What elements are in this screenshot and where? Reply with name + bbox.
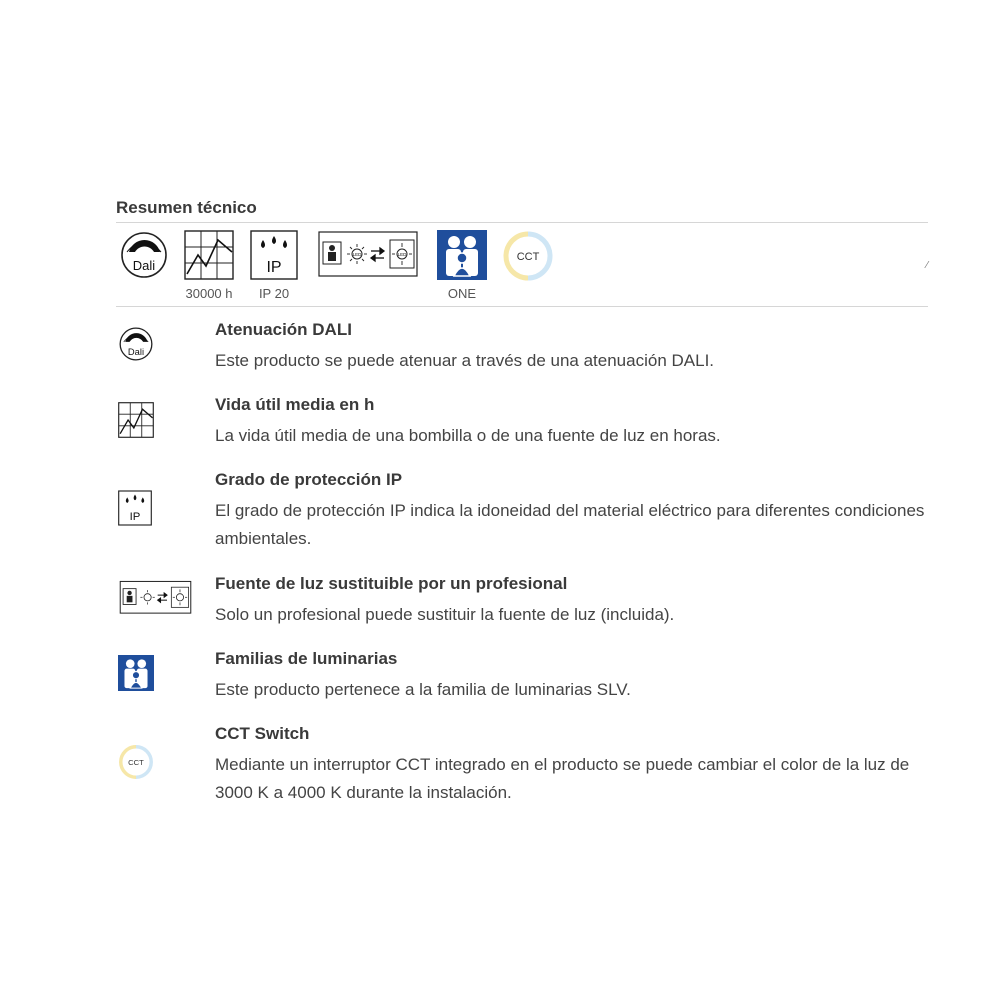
feature-description: El grado de protección IP indica la idoneidad del material eléctrico para diferentes condiciones ambientales. <box>215 501 925 548</box>
divider-top <box>116 222 928 223</box>
dali-dimming-icon[interactable] <box>120 230 168 280</box>
feature-description: Este producto pertenece a la familia de luminarias SLV. <box>215 680 631 699</box>
cct-label: CCT <box>128 757 144 767</box>
luminaire-family-icon <box>118 655 154 691</box>
feature-title: Fuente de luz sustituible por un profesional <box>215 574 568 593</box>
lifetime-caption: 30000 h <box>185 286 233 301</box>
lifetime-chart-icon <box>118 402 154 438</box>
ip-label: IP <box>266 259 282 276</box>
scroll-indicator-icon: ⁄ <box>926 260 928 271</box>
feature-title: Vida útil media en h <box>215 395 375 414</box>
divider-bottom <box>116 306 928 307</box>
lifetime-chart-icon[interactable] <box>184 230 234 280</box>
led-label: LED <box>352 252 362 257</box>
feature-title: Grado de protección IP <box>215 470 403 489</box>
feature-description: Mediante un interruptor CCT integrado en el producto se puede cambiar el color de la luz de 3000 K a 4000 K durante la instalación. <box>215 755 910 802</box>
section-title: Resumen técnico <box>116 198 257 217</box>
dali-label: Dali <box>132 258 156 273</box>
luminaire-family-icon[interactable] <box>437 230 487 280</box>
dali-dimming-icon <box>118 326 154 362</box>
led-label-2: LED <box>397 252 407 257</box>
icon-strip <box>116 230 928 302</box>
ip-protection-icon <box>118 490 152 526</box>
replaceable-light-source-icon[interactable] <box>318 230 418 280</box>
ip-protection-icon[interactable] <box>250 230 298 280</box>
family-caption: ONE <box>447 286 477 301</box>
ip-caption: IP 20 <box>258 286 290 301</box>
cct-switch-icon[interactable] <box>502 230 554 282</box>
feature-title: Familias de luminarias <box>215 649 398 668</box>
feature-description: La vida útil media de una bombilla o de una fuente de luz en horas. <box>215 426 721 445</box>
cct-label: CCT <box>516 251 540 263</box>
feature-title: Atenuación DALI <box>215 320 352 339</box>
feature-description: Solo un profesional puede sustituir la fuente de luz (incluida). <box>215 605 675 624</box>
feature-title: CCT Switch <box>215 724 310 743</box>
feature-description: Este producto se puede atenuar a través de una atenuación DALI. <box>215 351 715 370</box>
cct-switch-icon <box>118 744 154 780</box>
replaceable-light-source-icon <box>119 580 192 616</box>
ip-label: IP <box>129 511 141 524</box>
dali-label: Dali <box>127 346 145 357</box>
